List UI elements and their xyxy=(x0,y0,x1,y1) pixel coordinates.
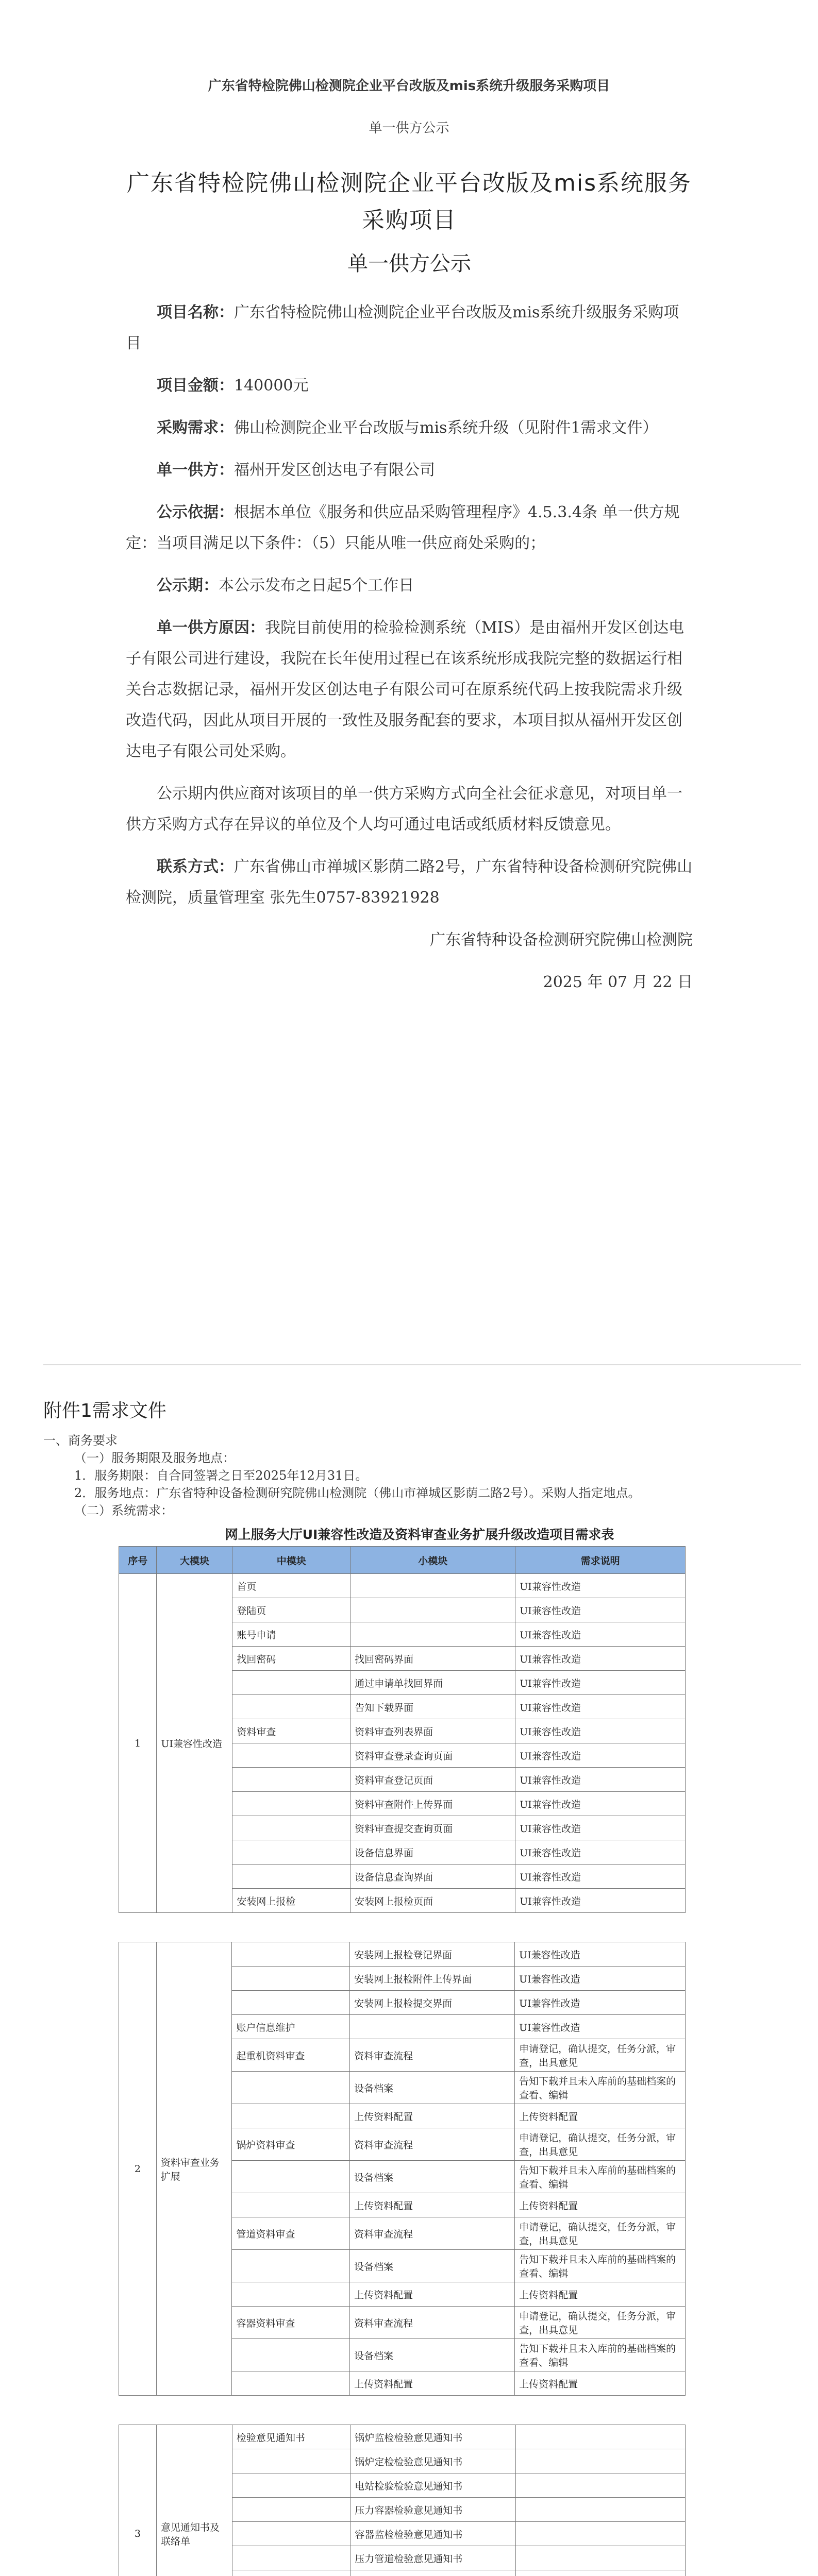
notice-item-text: 140000元 xyxy=(234,377,309,395)
cell-small: 资料审查列表界面 xyxy=(350,1719,515,1743)
notice-item-text: 福州开发区创达电子有限公司 xyxy=(234,461,435,479)
cell-small xyxy=(350,1574,515,1598)
cell-small: 资料审查登录查询页面 xyxy=(350,1743,515,1768)
cell-mid xyxy=(232,2250,350,2282)
cell-req: UI兼容性改造 xyxy=(515,1647,686,1671)
cell-small: 找回密码界面 xyxy=(350,1647,515,1671)
cell-req: 上传资料配置 xyxy=(515,2282,686,2307)
cell-small: 资料审查提交查询页面 xyxy=(350,1816,515,1840)
notice-item xyxy=(126,613,693,767)
attachment xyxy=(43,1396,796,2576)
cell-small: 通过申请单找回界面 xyxy=(350,1671,515,1695)
cell-small: 上传资料配置 xyxy=(350,2193,515,2217)
cell-mid xyxy=(232,2371,350,2396)
table-header: 大模块 xyxy=(157,1547,232,1574)
cell-small: 上传资料配置 xyxy=(350,2104,515,2128)
paragraph: 1．服务期限：自合同签署之日至2025年12月31日。 xyxy=(74,1468,368,1483)
cell-small: 资料审查附件上传界面 xyxy=(350,1792,515,1816)
table-row xyxy=(119,2425,686,2449)
notice-item-label: 公示期： xyxy=(157,577,219,595)
cell-req xyxy=(516,2522,686,2546)
cell-req: UI兼容性改造 xyxy=(515,1695,686,1719)
cell-small: 锅炉定检检验意见通知书 xyxy=(350,2449,516,2473)
cell-small: 压力容器检验意见通知书 xyxy=(350,2498,516,2522)
cell-small: 设备信息查询界面 xyxy=(350,1865,515,1889)
cell-mid: 管道资料审查 xyxy=(232,2217,350,2250)
cell-mid xyxy=(232,1695,350,1719)
cell-module: UI兼容性改造 xyxy=(157,1574,232,1913)
requirements-table xyxy=(119,2425,686,2576)
cell-mid: 安装网上报检 xyxy=(232,1889,350,1913)
notice-item xyxy=(126,455,693,486)
table-title: 网上服务大厅UI兼容性改造及资料审查业务扩展升级改造项目需求表 xyxy=(225,1527,614,1542)
cell-req: UI兼容性改造 xyxy=(515,1942,686,1967)
cell-module: 资料审查业务扩展 xyxy=(156,1942,232,2396)
notice-item-label: 单一供方： xyxy=(157,461,234,479)
cell-mid xyxy=(232,1840,350,1865)
notice-item xyxy=(126,852,693,913)
cell-mid xyxy=(232,2522,350,2546)
cell-req: 上传资料配置 xyxy=(515,2193,686,2217)
cell-mid xyxy=(232,1942,350,1967)
cell-small: 安装网上报检提交界面 xyxy=(350,1991,515,2015)
cell-small: 上传资料配置 xyxy=(350,2371,515,2396)
cell-small: 锅炉监检检验意见通知书 xyxy=(350,2425,516,2449)
notice-item xyxy=(126,370,693,401)
cell-mid xyxy=(232,2473,350,2498)
table-row xyxy=(119,1942,686,1967)
cell-req xyxy=(516,2498,686,2522)
table-header: 需求说明 xyxy=(515,1547,686,1574)
cell-small xyxy=(350,1622,515,1647)
cell-mid xyxy=(232,1768,350,1792)
notice-item-label: 项目名称： xyxy=(157,303,234,321)
cell-mid xyxy=(232,2072,350,2104)
cell-req: 申请登记，确认提交，任务分派，审查，出具意见 xyxy=(515,2307,686,2339)
cell-req xyxy=(516,2473,686,2498)
cell-req: UI兼容性改造 xyxy=(515,1792,686,1816)
cell-small: 设备档案 xyxy=(350,2339,515,2371)
cell-mid xyxy=(232,2193,350,2217)
cell-req: UI兼容性改造 xyxy=(515,1598,686,1622)
cell-req: 申请登记，确认提交，任务分派，审查，出具意见 xyxy=(515,2039,686,2072)
cell-small: 资料审查流程 xyxy=(350,2039,515,2072)
page-subtitle: 单一供方公示 xyxy=(369,121,449,136)
cell-req: 告知下载并且未入库前的基础档案的查看、编辑 xyxy=(515,2072,686,2104)
attachment-title: 附件1需求文件 xyxy=(43,1400,166,1421)
cell-req xyxy=(516,2570,686,2576)
notice-item-label: 单一供方原因： xyxy=(157,619,265,637)
cell-mid xyxy=(232,2546,350,2570)
cell-req: UI兼容性改造 xyxy=(515,1889,686,1913)
cell-req: UI兼容性改造 xyxy=(515,1816,686,1840)
notice-subheading: 单一供方公示 xyxy=(347,252,471,276)
section-title: （一）服务期限及服务地点： xyxy=(74,1451,235,1465)
notice-item-label: 项目金额： xyxy=(157,377,234,395)
cell-small: 资料审查流程 xyxy=(350,2217,515,2250)
cell-mid xyxy=(232,1743,350,1768)
notice-heading: 广东省特检院佛山检测院企业平台改版及mis系统服务采购项目 xyxy=(126,170,692,233)
cell-small: 压力管道检验意见通知书 xyxy=(350,2546,516,2570)
cell-small: 容器监检检验意见通知书 xyxy=(350,2522,516,2546)
cell-small xyxy=(350,1598,515,1622)
cell-mid xyxy=(232,2104,350,2128)
cell-mid xyxy=(232,1967,350,1991)
cell-req: UI兼容性改造 xyxy=(515,1967,686,1991)
cell-mid xyxy=(232,1991,350,2015)
notice-item-text: 公示期内供应商对该项目的单一供方采购方式向全社会征求意见，对项目单一供方采购方式存在异议的单位及个人均可通过电话或纸质材料反馈意见。 xyxy=(126,785,682,834)
notice-signature: 广东省特种设备检测研究院佛山检测院 xyxy=(430,931,693,949)
cell-req: UI兼容性改造 xyxy=(515,2015,686,2039)
cell-small: 设备档案 xyxy=(350,2072,515,2104)
cell-req: 告知下载并且未入库前的基础档案的查看、编辑 xyxy=(515,2339,686,2371)
notice-date: 2025 年 07 月 22 日 xyxy=(543,973,693,991)
cell-mid: 找回密码 xyxy=(232,1647,350,1671)
cell-mid: 首页 xyxy=(232,1574,350,1598)
notice-item xyxy=(126,297,693,359)
cell-mid xyxy=(232,1671,350,1695)
cell-mid: 检验意见通知书 xyxy=(232,2425,350,2449)
cell-no: 1 xyxy=(119,1574,157,1913)
cell-small: 设备档案 xyxy=(350,2161,515,2193)
cell-mid xyxy=(232,2498,350,2522)
cell-req: UI兼容性改造 xyxy=(515,1991,686,2015)
cell-small: 告知下载界面 xyxy=(350,1695,515,1719)
cell-mid: 锅炉资料审查 xyxy=(232,2128,350,2161)
cell-small xyxy=(350,2570,516,2576)
cell-small: 资料审查流程 xyxy=(350,2307,515,2339)
notice-item-text: 广东省特检院佛山检测院企业平台改版及mis系统升级服务采购项目 xyxy=(126,303,679,352)
notice-item xyxy=(126,778,693,840)
cell-req: 告知下载并且未入库前的基础档案的查看、编辑 xyxy=(515,2250,686,2282)
cell-mid xyxy=(232,1865,350,1889)
notice-item xyxy=(126,497,693,559)
paragraph: 2．服务地点：广东省特种设备检测研究院佛山检测院（佛山市禅城区影荫二路2号）。采购人指定地点。 xyxy=(74,1486,641,1500)
cell-module: 意见通知书及联络单 xyxy=(157,2425,232,2576)
page-title: 广东省特检院佛山检测院企业平台改版及mis系统升级服务采购项目 xyxy=(208,78,610,94)
cell-req xyxy=(516,2546,686,2570)
notice-item-text: 本公示发布之日起5个工作日 xyxy=(219,577,414,595)
section-title: 一、商务要求 xyxy=(43,1433,118,1448)
cell-mid: 账号申请 xyxy=(232,1622,350,1647)
requirements-table xyxy=(119,1942,686,2396)
cell-req: UI兼容性改造 xyxy=(515,1622,686,1647)
notice-item-text: 我院目前使用的检验检测系统（MIS）是由福州开发区创达电子有限公司进行建设，我院在长年使用过程已在该系统形成我院完整的数据运行相关台志数据记录，福州开发区创达电子有限公司可在原系统代码上按我院需求升级改造代码，因此从项目开展的一致性及服务配套的要求，本项目拟从福州开发区创达电子有限公司处采购。 xyxy=(126,619,685,760)
notice-item-text: 佛山检测院企业平台改版与mis系统升级（见附件1需求文件） xyxy=(234,419,658,437)
cell-small: 设备信息界面 xyxy=(350,1840,515,1865)
cell-req: UI兼容性改造 xyxy=(515,1865,686,1889)
cell-small: 安装网上报检页面 xyxy=(350,1889,515,1913)
divider xyxy=(43,1364,801,1365)
cell-small: 资料审查登记页面 xyxy=(350,1768,515,1792)
cell-mid xyxy=(232,2339,350,2371)
cell-mid: 起重机资料审查 xyxy=(232,2039,350,2072)
cell-req: UI兼容性改造 xyxy=(515,1671,686,1695)
cell-req: UI兼容性改造 xyxy=(515,1840,686,1865)
section-title: （二）系统需求： xyxy=(74,1503,173,1518)
notice-item-text: 根据本单位《服务和供应品采购管理程序》4.5.3.4条 单一供方规定：当项目满足以下条件：（5）只能从唯一供应商处采购的； xyxy=(126,503,680,552)
cell-small: 资料审查流程 xyxy=(350,2128,515,2161)
notice-item-label: 联系方式： xyxy=(157,858,234,876)
cell-small xyxy=(350,2015,515,2039)
cell-mid xyxy=(232,2282,350,2307)
cell-mid xyxy=(232,2449,350,2473)
cell-req: 上传资料配置 xyxy=(515,2371,686,2396)
cell-small: 上传资料配置 xyxy=(350,2282,515,2307)
notice-item xyxy=(126,570,693,601)
notice-body xyxy=(126,165,693,1009)
cell-req: UI兼容性改造 xyxy=(515,1719,686,1743)
notice-item-label: 公示依据： xyxy=(157,503,234,521)
cell-req: UI兼容性改造 xyxy=(515,1743,686,1768)
cell-mid xyxy=(232,2570,350,2576)
cell-req xyxy=(516,2449,686,2473)
cell-small: 安装网上报检登记界面 xyxy=(350,1942,515,1967)
cell-req xyxy=(516,2425,686,2449)
table-header: 序号 xyxy=(119,1547,157,1574)
cell-mid xyxy=(232,2161,350,2193)
table-header: 中模块 xyxy=(232,1547,350,1574)
cell-small: 电站检验检验意见通知书 xyxy=(350,2473,516,2498)
cell-req: UI兼容性改造 xyxy=(515,1574,686,1598)
notice-item-text: 广东省佛山市禅城区影荫二路2号，广东省特种设备检测研究院佛山检测院，质量管理室 张先生0757-83921928 xyxy=(126,858,693,907)
requirements-table xyxy=(119,1546,686,1913)
cell-mid: 容器资料审查 xyxy=(232,2307,350,2339)
cell-req: 申请登记，确认提交，任务分派，审查，出具意见 xyxy=(515,2128,686,2161)
cell-small: 安装网上报检附件上传界面 xyxy=(350,1967,515,1991)
notice-item-label: 采购需求： xyxy=(157,419,234,437)
cell-no: 3 xyxy=(119,2425,157,2576)
cell-req: 上传资料配置 xyxy=(515,2104,686,2128)
cell-mid xyxy=(232,1792,350,1816)
cell-req: UI兼容性改造 xyxy=(515,1768,686,1792)
table-row xyxy=(119,1574,686,1598)
table-header: 小模块 xyxy=(350,1547,515,1574)
cell-req: 告知下载并且未入库前的基础档案的查看、编辑 xyxy=(515,2161,686,2193)
cell-mid: 账户信息维护 xyxy=(232,2015,350,2039)
cell-no: 2 xyxy=(119,1942,157,2396)
cell-mid: 登陆页 xyxy=(232,1598,350,1622)
cell-mid: 资料审查 xyxy=(232,1719,350,1743)
cell-mid xyxy=(232,1816,350,1840)
cell-small: 设备档案 xyxy=(350,2250,515,2282)
notice-item xyxy=(126,413,693,444)
cell-req: 申请登记，确认提交，任务分派，审查，出具意见 xyxy=(515,2217,686,2250)
